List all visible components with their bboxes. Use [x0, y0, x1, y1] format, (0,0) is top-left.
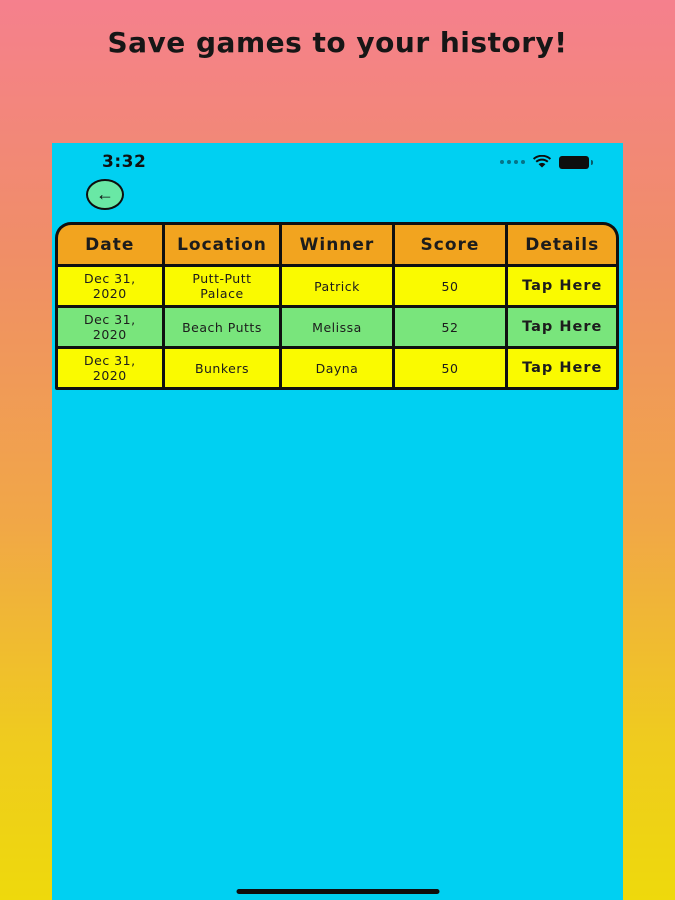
details-button[interactable]: Tap Here — [507, 266, 618, 307]
phone-screen — [52, 143, 623, 900]
header-winner: Winner — [281, 224, 393, 266]
status-time: 3:32 — [102, 152, 147, 172]
arrow-left-icon: ← — [96, 183, 114, 204]
cell-location: Beach Putts — [163, 307, 281, 348]
cell-date: Dec 31, 2020 — [57, 348, 164, 389]
table-row — [57, 307, 618, 348]
status-bar — [52, 151, 623, 173]
table-row — [57, 348, 618, 389]
page-title: Save games to your history! — [107, 26, 568, 59]
cell-winner: Melissa — [281, 307, 393, 348]
home-indicator[interactable] — [236, 889, 439, 895]
details-button[interactable]: Tap Here — [507, 307, 618, 348]
cell-winner: Dayna — [281, 348, 393, 389]
header-details: Details — [507, 224, 618, 266]
header-score: Score — [393, 224, 507, 266]
details-button[interactable]: Tap Here — [507, 348, 618, 389]
cell-date: Dec 31, 2020 — [57, 266, 164, 307]
header-date: Date — [57, 224, 164, 266]
cell-winner: Patrick — [281, 266, 393, 307]
status-icons — [500, 155, 589, 169]
cellular-signal-icon — [500, 160, 525, 164]
battery-icon — [559, 156, 589, 169]
cell-score: 52 — [393, 307, 507, 348]
cell-date: Dec 31, 2020 — [57, 307, 164, 348]
cell-location: Putt-Putt Palace — [163, 266, 281, 307]
header-location: Location — [163, 224, 281, 266]
table-row — [57, 266, 618, 307]
wifi-icon — [532, 155, 552, 169]
game-history-table — [55, 222, 619, 390]
cell-score: 50 — [393, 266, 507, 307]
cell-score: 50 — [393, 348, 507, 389]
table-header-row — [57, 224, 618, 266]
cell-location: Bunkers — [163, 348, 281, 389]
back-button[interactable] — [86, 179, 124, 210]
